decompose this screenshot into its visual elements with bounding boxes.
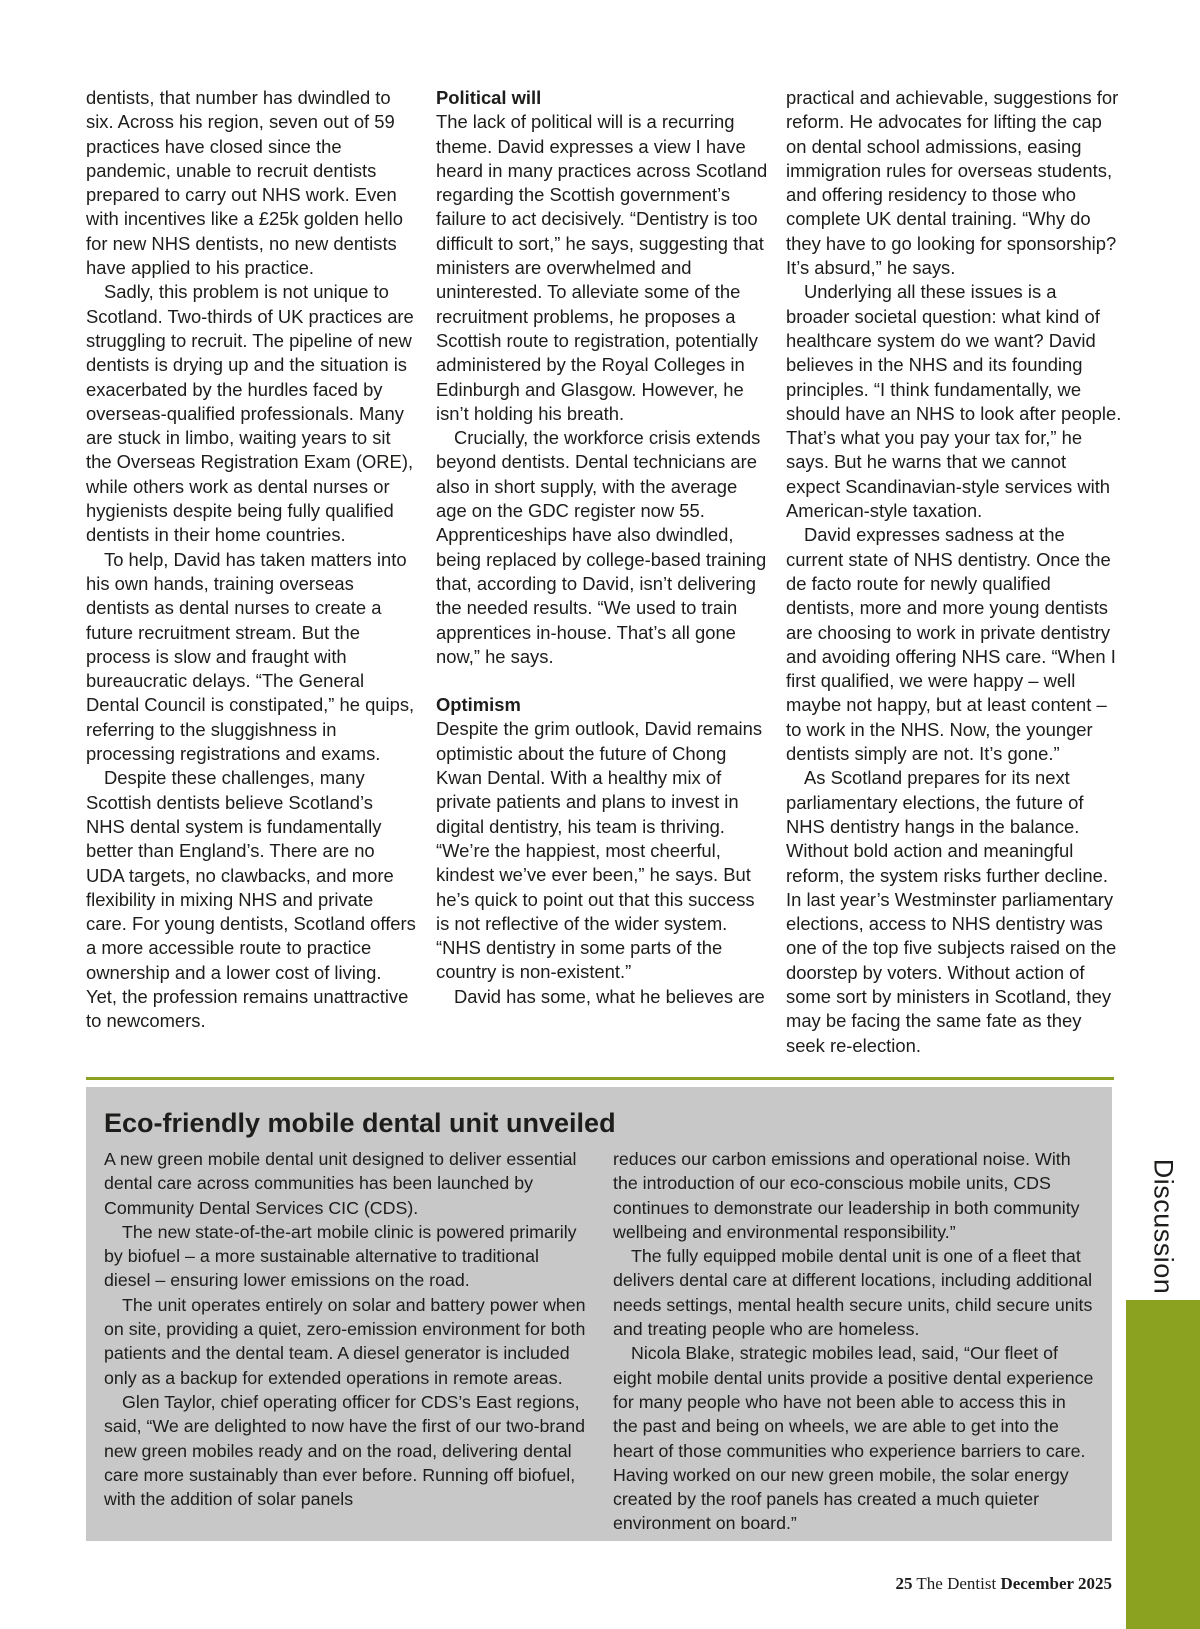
- article-paragraph: Despite the grim outlook, David remains optimistic about the future of Chong Kwan Dental. With a healthy mix of private patients and plans to invest in digital dentistry, his team is thriving. “We’re the happiest, most cheerful, kindest we’ve ever been,” he says. But he’s quick to point out that this success is not reflective of the wider system. “NHS dentistry in some parts of the country is non-existent.”: [436, 718, 763, 983]
- article-paragraph: David expresses sadness at the current state of NHS dentistry. Once the de facto route for newly qualified dentists, more and more young dentists are choosing to work in private dentistry and avoiding offering NHS care. “When I first qualified, we were happy – well maybe not happy, but at least content – to work in the NHS. Now, the younger dentists simply are not. It’s gone.”: [786, 524, 1116, 765]
- news-sidebar-box: [86, 1087, 1112, 1541]
- article-paragraph: dentists, that number has dwindled to six. Across his region, seven out of 59 practices have closed since the pandemic, unable to recruit dentists prepared to carry out NHS work. Even with incentives like a £25k golden hello for new NHS dentists, no new dentists have applied to his practice.: [86, 87, 403, 279]
- article-column-3: [786, 86, 1122, 1058]
- section-label: [1138, 1158, 1188, 1294]
- article-column-1: [86, 86, 416, 1034]
- publication-name: The Dentist: [916, 1574, 997, 1593]
- article-paragraph: Crucially, the workforce crisis extends beyond dentists. Dental technicians are also in short supply, with the average age on the GDC register now 55. Apprenticeships have also dwindled, being replaced by college-based training that, according to David, isn’t delivering the needed results. “We used to train apprentices in-house. That’s all gone now,” he says.: [436, 427, 767, 667]
- article-paragraph: To help, David has taken matters into his own hands, training overseas dentists as dental nurses to create a future recruitment stream. But the process is slow and fraught with bureaucratic delays. “The General Dental Council is constipated,” he quips, referring to the sluggishness in processing registrations and exams.: [86, 548, 415, 765]
- issue-date: December 2025: [1000, 1574, 1112, 1593]
- article-paragraph: Sadly, this problem is not unique to Scotland. Two-thirds of UK practices are struggling to recruit. The pipeline of new dentists is drying up and the situation is exacerbated by the hurdles faced by overseas-qualified professionals. Many are stuck in limbo, waiting years to sit the Overseas Registration Exam (ORE), while others work as dental nurses or hygienists despite being fully qualified dentists in their home countries.: [86, 281, 414, 546]
- page-footer: [895, 1574, 1112, 1594]
- article-paragraph: practical and achievable, suggestions for reform. He advocates for lifting the cap on dental school admissions, easing immigration rules for overseas students, and offering residency to those who complete UK dental training. “Why do they have to go looking for sponsorship? It’s absurd,” he says.: [786, 87, 1119, 279]
- article-paragraph: As Scotland prepares for its next parliamentary elections, the future of NHS dentistry hangs in the balance. Without bold action and meaningful reform, the system risks further decline. In last year’s Westminster parliamentary elections, access to NHS dentistry was one of the top five subjects raised on the doorstep by voters. Without action of some sort by ministers in Scotland, they may be facing the same fate as they seek re-election.: [786, 767, 1117, 1056]
- box-title: Eco-friendly mobile dental unit unveiled: [104, 1108, 616, 1138]
- box-paragraph: A new green mobile dental unit designed to deliver essential dental care across communities has been launched by Community Dental Services CIC (CDS).: [104, 1149, 577, 1218]
- box-paragraph: Nicola Blake, strategic mobiles lead, said, “Our fleet of eight mobile dental units provide a positive dental experience for many people who have not been able to access this in the past and being on wheels, we are able to get into the heart of those communities who experience barriers to care. Having worked on our new green mobile, the solar energy created by the roof panels has created a much quieter environment on board.”: [613, 1343, 1094, 1534]
- article-paragraph: The lack of political will is a recurring theme. David expresses a view I have heard in many practices across Scotland regarding the Scottish government’s failure to act decisively. “Dentistry is too difficult to sort,” he says, suggesting that ministers are overwhelmed and uninterested. To alleviate some of the recruitment problems, he proposes a Scottish route to registration, potentially administered by the Royal Colleges in Edinburgh and Glasgow. However, he isn’t holding his breath.: [436, 111, 768, 424]
- section-label-text: Discussion: [1148, 1158, 1179, 1294]
- box-paragraph: The unit operates entirely on solar and battery power when on site, providing a quiet, zero-emission environment for both patients and the dental team. A diesel generator is included only as a backup for extended operations in remote areas.: [104, 1294, 586, 1388]
- box-column-right: [613, 1147, 1095, 1536]
- box-paragraph: Glen Taylor, chief operating officer for CDS’s East regions, said, “We are delighted to now have the first of our two-brand new green mobiles ready and on the road, delivering dental care more sustainably than ever before. Running off biofuel, with the addition of solar panels: [104, 1391, 586, 1510]
- article-column-2: [436, 86, 770, 1009]
- section-divider: [86, 1077, 1114, 1080]
- paragraph-spacer: [436, 669, 770, 693]
- box-paragraph: The fully equipped mobile dental unit is one of a fleet that delivers dental care at different locations, including additional needs settings, mental health secure units, child secure units and treating people who are homeless.: [613, 1246, 1093, 1340]
- box-paragraph: reduces our carbon emissions and operational noise. With the introduction of our eco-conscious mobile units, CDS continues to demonstrate our leadership in both community wellbeing and environmental responsibility.”: [613, 1149, 1080, 1242]
- subheading-political-will: Political will: [436, 87, 542, 108]
- page-number: 25: [895, 1574, 913, 1593]
- subheading-optimism: Optimism: [436, 694, 521, 716]
- box-paragraph: The new state-of-the-art mobile clinic is powered primarily by biofuel – a more sustainable alternative to traditional diesel – ensuring lower emissions on the road.: [104, 1221, 577, 1291]
- section-tab-bar: [1126, 1300, 1200, 1629]
- article-paragraph: David has some, what he believes are: [454, 985, 765, 1007]
- article-paragraph: Underlying all these issues is a broader societal question: what kind of healthcare system do we want? David believes in the NHS and its founding principles. “I think fundamentally, we should have an NHS to look after people. That’s what you pay your tax for,” he says. But he warns that we cannot expect Scandinavian-style services with American-style taxation.: [786, 281, 1122, 522]
- box-column-left: [104, 1147, 588, 1511]
- article-paragraph: Despite these challenges, many Scottish dentists believe Scotland’s NHS dental system is fundamentally better than England’s. There are no UDA targets, no clawbacks, and more flexibility in mixing NHS and private care. For young dentists, Scotland offers a more accessible route to practice ownership and a lower cost of living. Yet, the profession remains unattractive to newcomers.: [86, 767, 416, 1032]
